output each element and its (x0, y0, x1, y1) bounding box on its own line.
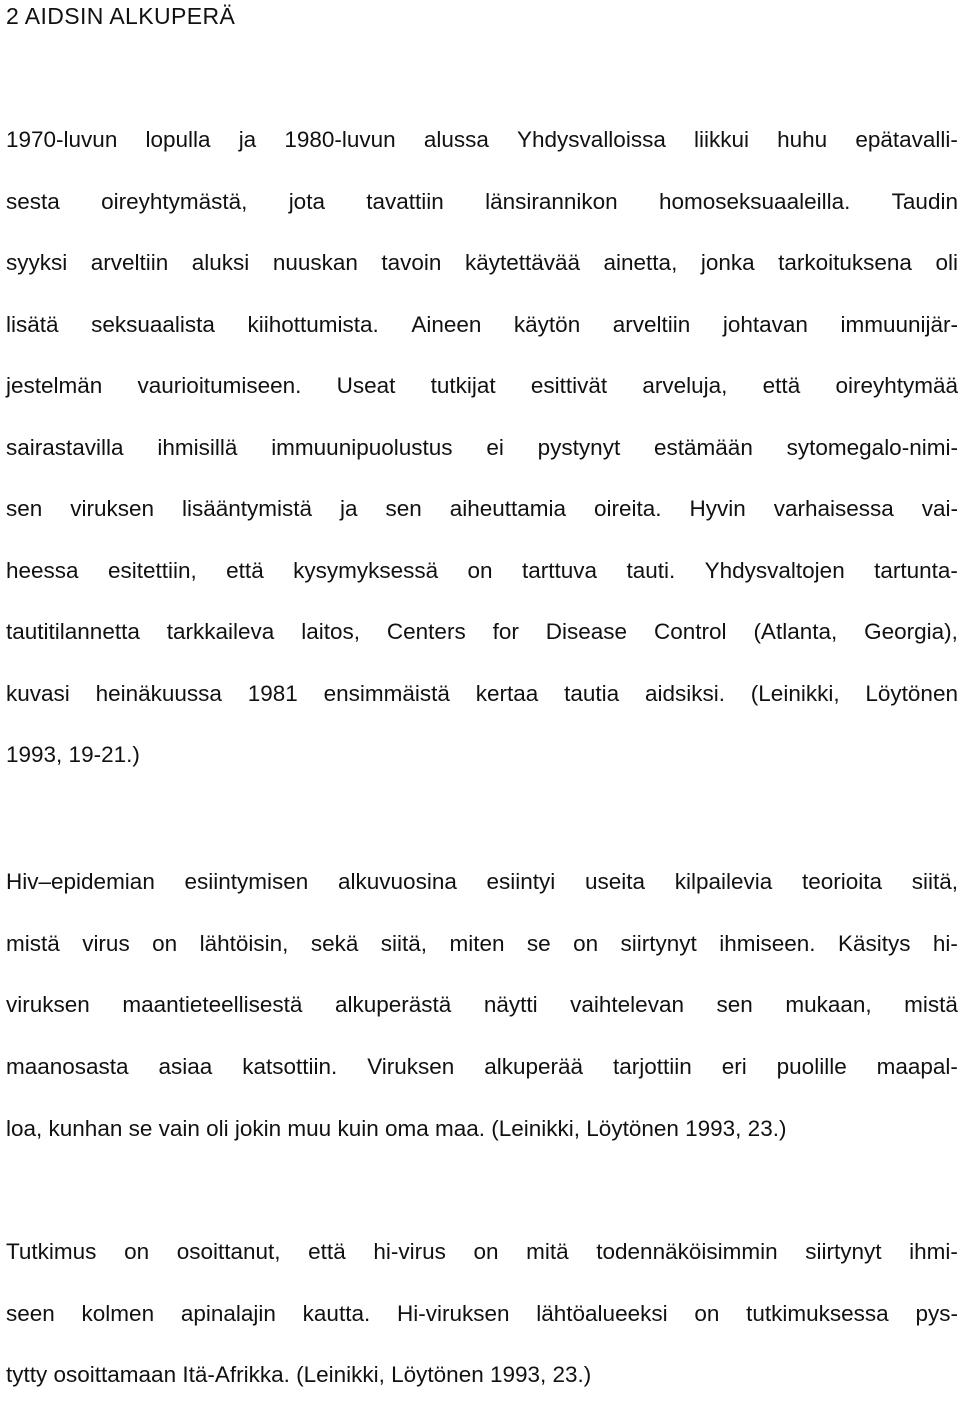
section-heading: 2 AIDSIN ALKUPERÄ (6, 3, 236, 29)
text-line: tytty osoittamaan Itä-Afrikka. (Leinikki, Löytönen 1993, 23.) (6, 1362, 592, 1388)
text-line: heessa esitettiin, että kysymyksessä on tarttuva tauti. Yhdysvaltojen tartunta- (6, 557, 958, 583)
paragraph-2 (6, 866, 958, 1174)
text-line: tautitilannetta tarkkaileva laitos, Centers for Disease Control (Atlanta, Georgia), (6, 619, 958, 644)
text-line: viruksen maantieteellisestä alkuperästä näytti vaihtelevan sen mukaan, mistä (6, 992, 958, 1018)
text-line: 1970-luvun lopulla ja 1980-luvun alussa Yhdysvalloissa liikkui huhu epätavalli- (6, 127, 958, 152)
text-line: sairastavilla ihmisillä immuunipuolustus ei pystynyt estämään sytomegalo-nimi- (6, 434, 958, 460)
text-line: 1993, 19-21.) (6, 742, 140, 767)
text-line: lisätä seksuaalista kiihottumista. Aineen käytön arveltiin johtavan immuunijär- (6, 311, 958, 337)
text-line: kuvasi heinäkuussa 1981 ensimmäistä kertaa tautia aidsiksi. (Leinikki, Löytönen (6, 680, 958, 706)
text-line: mistä virus on lähtöisin, sekä siitä, miten se on siirtynyt ihmiseen. Käsitys hi- (6, 930, 958, 956)
paragraph-3 (6, 1236, 958, 1421)
text-line: syyksi arveltiin aluksi nuuskan tavoin käytettävää ainetta, jonka tarkoituksena oli (6, 250, 958, 275)
text-line: seen kolmen apinalajin kautta. Hi-viruksen lähtöalueeksi on tutkimuksessa pys- (6, 1300, 958, 1326)
text-line: sesta oireyhtymästä, jota tavattiin länsirannikon homoseksuaaleilla. Taudin (6, 188, 958, 214)
text-line: Hiv–epidemian esiintymisen alkuvuosina esiintyi useita kilpailevia teorioita siitä, (6, 869, 958, 894)
paragraph-1 (6, 124, 958, 801)
text-line: maanosasta asiaa katsottiin. Viruksen alkuperää tarjottiin eri puolille maapal- (6, 1054, 958, 1080)
text-line: loa, kunhan se vain oli jokin muu kuin oma maa. (Leinikki, Löytönen 1993, 23.) (6, 1115, 787, 1141)
text-line: Tutkimus on osoittanut, että hi-virus on mitä todennäköisimmin siirtynyt ihmi- (6, 1239, 958, 1264)
text-line: jestelmän vaurioitumiseen. Useat tutkijat esittivät arveluja, että oireyhtymää (6, 373, 958, 398)
text-line: sen viruksen lisääntymistä ja sen aiheuttamia oireita. Hyvin varhaisessa vai- (6, 496, 958, 521)
